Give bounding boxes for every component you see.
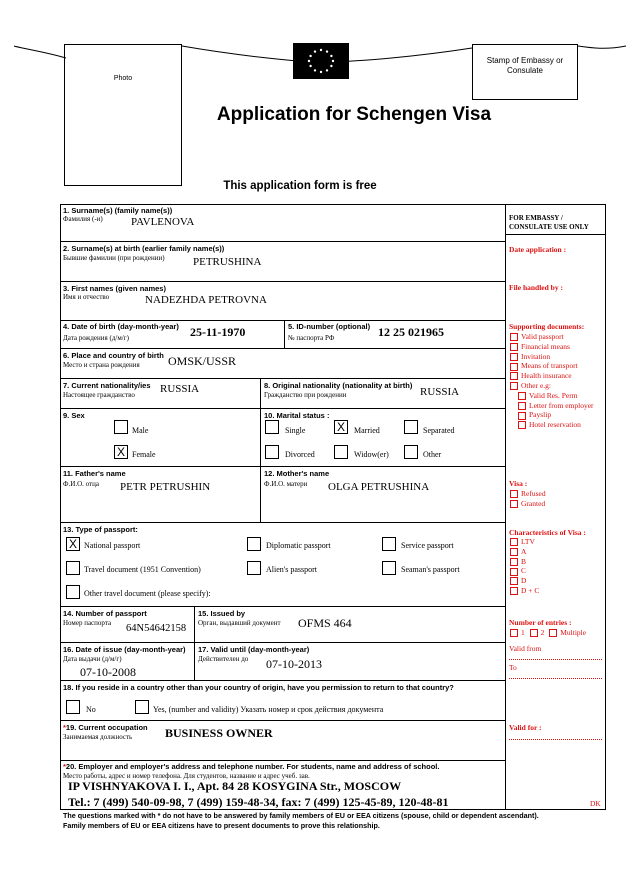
passport-number-sublabel: Номер паспорта [63, 619, 112, 627]
to-label: To [509, 663, 517, 672]
red-checkbox[interactable] [510, 558, 518, 566]
row-rule [60, 680, 505, 681]
alien-passport-label: Alien's passport [266, 565, 317, 574]
row-rule [60, 348, 505, 349]
passport-type-label: 13. Type of passport: [63, 525, 138, 534]
seaman-passport-label: Seaman's passport [401, 565, 460, 574]
red-checkbox[interactable] [510, 333, 518, 341]
supporting-list [510, 332, 594, 430]
file-handled-label: File handled by : [509, 283, 563, 292]
to-line [509, 678, 602, 679]
issued-by-value[interactable]: OFMS 464 [298, 616, 352, 630]
diplomatic-passport-label: Diplomatic passport [266, 541, 331, 550]
eu-flag-icon [293, 43, 349, 79]
male-checkbox[interactable] [114, 420, 128, 434]
footer-note-1: The questions marked with * do not have to be answered by family members of EU or EEA citizens (spouse, child or dependent ascendant). [63, 811, 539, 820]
surname-label: 1. Surname(s) (family name(s)) [63, 206, 173, 215]
red-checkbox[interactable] [549, 629, 557, 637]
supporting-item: Other e.g: [510, 381, 594, 391]
issue-date-value[interactable]: 07-10-2008 [80, 665, 136, 679]
embassy-header-line2: CONSULATE USE ONLY [509, 223, 589, 231]
char-item: LTV [510, 537, 539, 547]
row-rule [60, 378, 505, 379]
residence-no-checkbox[interactable] [66, 700, 80, 714]
red-checkbox[interactable] [510, 629, 518, 637]
char-item: D [510, 576, 539, 586]
mother-sublabel: Ф.И.О. матери [264, 480, 308, 488]
entries-label: Number of entries : [509, 618, 572, 627]
characteristics-list [510, 537, 539, 596]
red-checkbox[interactable] [510, 382, 518, 390]
issue-date-label: 16. Date of issue (day-month-year) [63, 645, 186, 654]
page-subtitle: This application form is free [223, 180, 377, 192]
employer-phones[interactable]: Tel.: 7 (499) 540-09-98, 7 (499) 159-48-34, fax: 7 (499) 125-45-89, 120-48-81 [68, 795, 449, 809]
char-item: A [510, 547, 539, 557]
red-checkbox[interactable] [510, 363, 518, 371]
visa-list [510, 489, 546, 509]
red-checkbox[interactable] [510, 353, 518, 361]
widow-checkbox[interactable] [334, 445, 348, 459]
residence-yes-label: Yes, (number and validity) Указать номер и срок действия документа [153, 705, 384, 714]
supporting-item: Financial means [510, 342, 594, 352]
valid-until-sublabel: Действителен до [198, 655, 249, 663]
single-label: Single [285, 426, 306, 435]
char-item: B [510, 557, 539, 567]
occupation-label [63, 723, 148, 732]
col-rule [284, 320, 285, 348]
valid-for-label: Valid for : [509, 723, 542, 732]
characteristics-label: Characteristics of Visa : [509, 528, 586, 537]
row-rule [60, 606, 505, 607]
occupation-label-text: 19. Current occupation [65, 723, 148, 732]
single-checkbox[interactable] [265, 420, 279, 434]
supporting-item: Valid passport [510, 332, 594, 342]
divorced-checkbox[interactable] [265, 445, 279, 459]
row-rule [60, 720, 505, 721]
father-sublabel: Ф.И.О. отца [63, 480, 99, 488]
first-names-label: 3. First names (given names) [63, 284, 166, 293]
employer-address[interactable]: IP VISHNYAKOVA I. I., Apt. 84 28 KOSYGINA Str., MOSCOW [68, 779, 402, 793]
surname-birth-sublabel: Бывшие фамилии (при рождении) [63, 254, 165, 262]
marital-label: 10. Marital status : [264, 411, 330, 420]
footer-note-2: Family members of EU or EEA citizens have to present documents to prove this relationship. [63, 821, 380, 830]
separated-checkbox[interactable] [404, 420, 418, 434]
visa-item: Granted [510, 499, 546, 509]
diplomatic-passport-checkbox[interactable] [247, 537, 261, 551]
married-label: Married [354, 426, 380, 435]
sex-label: 9. Sex [63, 411, 85, 420]
photo-box [64, 44, 182, 186]
other-document-checkbox[interactable] [66, 585, 80, 599]
red-checkbox[interactable] [510, 500, 518, 508]
male-label: Male [132, 426, 149, 435]
row-rule [60, 281, 505, 282]
red-checkbox[interactable] [510, 372, 518, 380]
surname-birth-value[interactable]: PETRUSHINA [193, 256, 262, 268]
supporting-item: Invitation [510, 352, 594, 362]
other-item: Letter from employer [518, 401, 594, 411]
row-rule [60, 642, 505, 643]
issued-by-sublabel: Орган, выдавший документ [198, 619, 281, 627]
passport-number-label: 14. Number of passport [63, 609, 147, 618]
supporting-item: Health insurance [510, 371, 594, 381]
alien-passport-checkbox[interactable] [247, 561, 261, 575]
married-checkbox[interactable]: X [334, 420, 348, 434]
red-checkbox[interactable] [518, 412, 526, 420]
travel-document-checkbox[interactable] [66, 561, 80, 575]
red-checkbox[interactable] [518, 402, 526, 410]
embassy-header [509, 214, 589, 232]
page-title: Application for Schengen Visa [216, 104, 492, 125]
divorced-label: Divorced [285, 450, 315, 459]
birth-place-value[interactable]: OMSK/USSR [168, 354, 237, 368]
residence-yes-checkbox[interactable] [135, 700, 149, 714]
stamp-box [472, 44, 578, 100]
first-names-value[interactable]: NADEZHDA PETROVNA [145, 294, 267, 306]
other-document-label: Other travel document (please specify): [84, 589, 211, 598]
valid-from-label: Valid from [509, 644, 542, 653]
employer-label [63, 762, 439, 771]
embassy-divider [505, 204, 506, 810]
mother-value[interactable]: OLGA PETRUSHINA [328, 481, 430, 493]
national-passport-checkbox[interactable]: X [66, 537, 80, 551]
char-item: D + C [510, 586, 539, 596]
required-star: * [63, 723, 66, 732]
employer-label-text: 20. Employer and employer's address and telephone number. For students, name and address of school. [65, 762, 440, 771]
supporting-docs-label: Supporting documents: [509, 322, 585, 331]
birth-place-sublabel: Место и страна рождения [63, 361, 140, 369]
visa-item: Refused [510, 489, 546, 499]
occupation-sublabel: Занимаемая должность [63, 733, 133, 741]
id-number-label: 5. ID-number (optional) [288, 322, 371, 331]
other-marital-checkbox[interactable] [404, 445, 418, 459]
photo-label: Photo [113, 75, 133, 82]
stamp-label: Stamp of Embassy or Consulate [486, 56, 564, 75]
surname-value[interactable]: PAVLENOVA [131, 216, 195, 228]
service-passport-label: Service passport [401, 541, 454, 550]
valid-for-line [509, 739, 602, 740]
seaman-passport-checkbox[interactable] [382, 561, 396, 575]
birth-place-label: 6. Place and country of birth [63, 351, 164, 360]
surname-sublabel: Фамилия (-и) [63, 215, 103, 223]
red-checkbox[interactable] [510, 577, 518, 585]
surname-birth-label: 2. Surname(s) at birth (earlier family name(s)) [63, 244, 225, 253]
dk-label: DK [590, 799, 601, 808]
id-number-value[interactable]: 12 25 021965 [378, 325, 444, 339]
red-checkbox[interactable] [510, 490, 518, 498]
row-rule [60, 241, 505, 242]
orig-nationality-value[interactable]: RUSSIA [420, 386, 460, 398]
date-application-label: Date application : [509, 245, 567, 254]
other-item: Valid Res. Perm [518, 391, 594, 401]
orig-nationality-label: 8. Original nationality (nationality at birth) [264, 381, 413, 390]
valid-from-line [509, 659, 602, 660]
employer-sublabel: Место работы, адрес и номер телефона. Для студентов, название и адрес учеб. зав. [63, 772, 310, 780]
travel-document-label: Travel document (1951 Convention) [84, 565, 201, 574]
dob-label: 4. Date of birth (day-month-year) [63, 322, 179, 331]
red-checkbox[interactable] [518, 421, 526, 429]
dob-sublabel: Дата рождения (д/м/г) [63, 334, 129, 342]
visa-label: Visa : [509, 479, 528, 488]
service-passport-checkbox[interactable] [382, 537, 396, 551]
other-marital-label: Other [423, 450, 442, 459]
entries-options: 1 2 Multiple [510, 628, 586, 638]
embassy-header-line1: FOR EMBASSY / [509, 214, 563, 222]
nationality-sublabel: Настоящее гражданство [63, 391, 135, 399]
father-label: 11. Father's name [63, 469, 126, 478]
passport-number-value[interactable]: 64N54642158 [126, 623, 187, 634]
widow-label: Widow(er) [354, 450, 389, 459]
dob-value[interactable]: 25-11-1970 [190, 325, 246, 339]
issue-date-sublabel: Дата выдачи (д/м/г) [63, 655, 122, 663]
orig-nationality-sublabel: Гражданство при рождении [264, 391, 347, 399]
red-checkbox[interactable] [530, 629, 538, 637]
residence-label: 18. If you reside in a country other than your country of origin, have you permission to return to that country? [63, 683, 454, 692]
supporting-item: Means of transport [510, 361, 594, 371]
occupation-value[interactable]: BUSINESS OWNER [165, 726, 273, 740]
female-checkbox[interactable]: X [114, 445, 128, 459]
separated-label: Separated [423, 426, 455, 435]
issued-by-label: 15. Issued by [198, 609, 246, 618]
char-item: C [510, 566, 539, 576]
valid-until-label: 17. Valid until (day-month-year) [198, 645, 310, 654]
national-passport-label: National passport [84, 541, 141, 550]
required-star: * [63, 762, 66, 771]
row-rule [60, 320, 505, 321]
father-value[interactable]: PETR PETRUSHIN [120, 481, 211, 493]
nationality-value[interactable]: RUSSIA [160, 383, 200, 395]
other-item: Payslip [518, 410, 594, 420]
id-number-sublabel: № паспорта РФ [288, 334, 335, 342]
female-label: Female [132, 450, 156, 459]
nationality-label: 7. Current nationality/ies [63, 381, 151, 390]
first-names-sublabel: Имя и отчество [63, 293, 110, 301]
red-checkbox[interactable] [510, 568, 518, 576]
red-checkbox[interactable] [518, 392, 526, 400]
red-checkbox[interactable] [510, 587, 518, 595]
row-rule [60, 760, 505, 761]
residence-no-label: No [86, 705, 96, 714]
valid-until-value[interactable]: 07-10-2013 [266, 657, 322, 671]
other-item: Hotel reservation [518, 420, 594, 430]
row-rule [60, 522, 505, 523]
row-rule [60, 408, 505, 409]
mother-label: 12. Mother's name [264, 469, 330, 478]
red-checkbox[interactable] [510, 343, 518, 351]
col-rule [194, 606, 195, 680]
embassy-rule [505, 234, 606, 235]
row-rule [60, 466, 505, 467]
col-rule [260, 378, 261, 522]
red-checkbox[interactable] [510, 538, 518, 546]
red-checkbox[interactable] [510, 548, 518, 556]
